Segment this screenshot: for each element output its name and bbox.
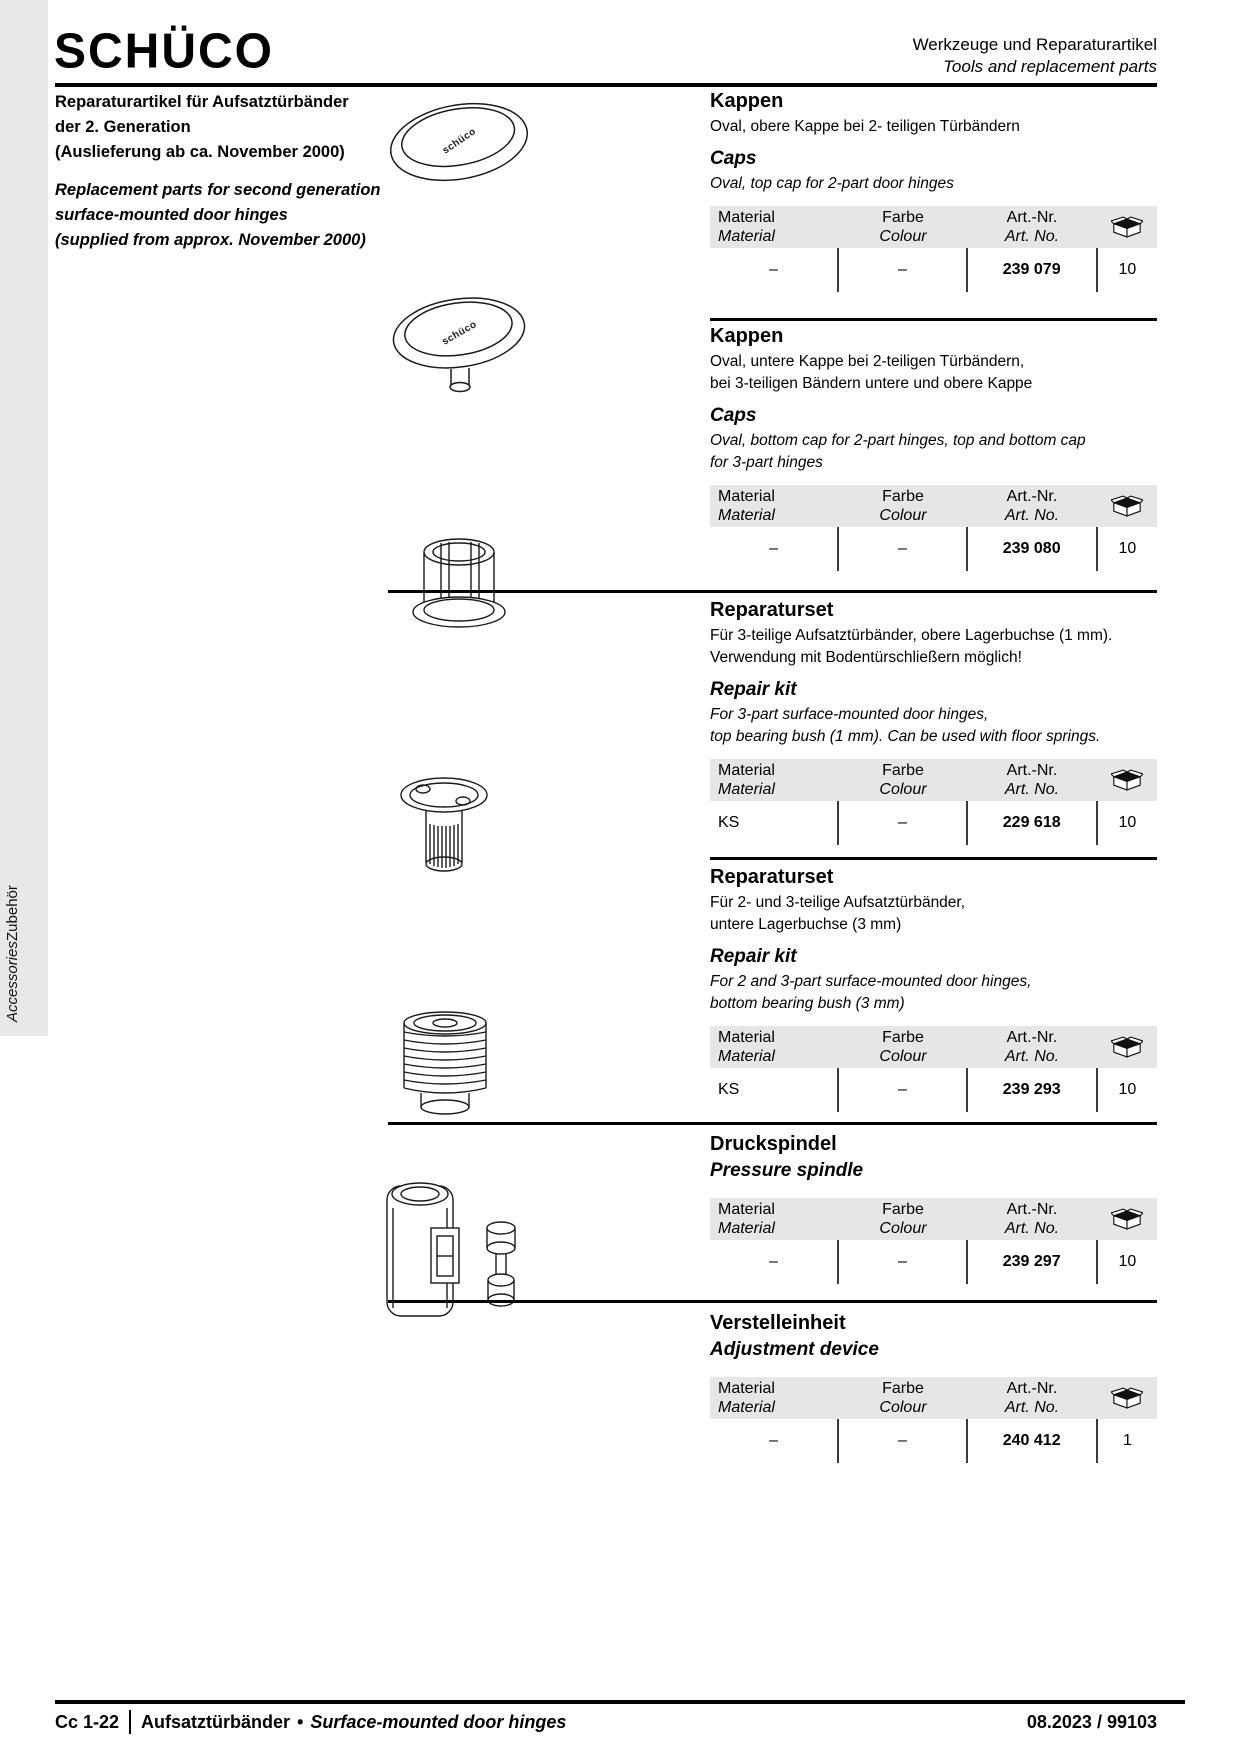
col-material: Material Material: [718, 1201, 775, 1237]
cell-colour: –: [837, 248, 965, 292]
schueco-logo: SCHÜCO: [54, 24, 275, 79]
section-desc-de: Oval, obere Kappe bei 2- teiligen Türbändern: [710, 118, 1020, 135]
top-bearing-bush-drawing: [393, 530, 529, 642]
footer-bullet: •: [297, 1711, 304, 1732]
intro-english: [55, 178, 435, 253]
section-separator: [710, 318, 1157, 321]
footer-date-code: 08.2023 / 99103: [1026, 1712, 1157, 1732]
section-title-en: Caps: [710, 405, 757, 426]
cell-artno: 240 412: [966, 1419, 1096, 1463]
table-row: [710, 527, 1157, 571]
parts-table: [710, 1377, 1157, 1463]
section-desc-en: top bearing bush (1 mm). Can be used with floor springs.: [710, 728, 1101, 745]
packaging-unit-box-icon: [1111, 216, 1143, 239]
packaging-unit-box-icon: [1111, 769, 1143, 792]
cell-material: –: [769, 540, 779, 557]
cell-colour: –: [837, 801, 965, 845]
col-material: Material Material: [718, 488, 775, 524]
cell-colour: –: [837, 527, 965, 571]
col-material: Material Material: [718, 762, 775, 798]
cell-colour: –: [837, 1068, 965, 1112]
svg-text:schüco: schüco: [440, 319, 479, 348]
parts-table-header: [710, 485, 1157, 527]
col-artno: Art.-Nr. Art. No.: [1004, 762, 1060, 798]
section-desc-de: bei 3-teiligen Bändern untere und obere Kappe: [710, 375, 1033, 392]
col-artno: Art.-Nr. Art. No.: [1004, 1380, 1060, 1416]
table-row: [710, 801, 1157, 845]
section-title-de: Reparaturset: [710, 599, 834, 621]
section-title-de: Reparaturset: [710, 866, 834, 888]
packaging-unit-box-icon: [1111, 495, 1143, 518]
cell-artno: 239 297: [966, 1240, 1096, 1284]
col-packaging-unit: [1097, 1387, 1157, 1410]
col-packaging-unit: [1097, 1208, 1157, 1231]
section-caps-bottom: [710, 325, 1180, 571]
cell-material: –: [769, 1432, 779, 1449]
section-desc-de: Oval, untere Kappe bei 2-teiligen Türbändern,: [710, 353, 1025, 370]
cell-material: –: [769, 1253, 779, 1270]
side-tab-label-en: Accessories: [4, 941, 21, 1022]
cell-colour: –: [837, 1240, 965, 1284]
cell-qty: 10: [1096, 1240, 1157, 1284]
section-title-de: Verstelleinheit: [710, 1312, 846, 1334]
parts-table: [710, 1198, 1157, 1284]
section-title-en: Repair kit: [710, 946, 797, 967]
col-colour: Farbe Colour: [879, 1201, 927, 1237]
pressure-spindle-drawing: [381, 1006, 511, 1118]
col-artno: Art.-Nr. Art. No.: [1004, 488, 1060, 524]
parts-table-header: [710, 1026, 1157, 1068]
cell-material: KS: [718, 1081, 740, 1098]
intro-block: [55, 90, 435, 253]
section-title-en: Repair kit: [710, 679, 797, 700]
section-repair-kit-top: [710, 599, 1180, 845]
section-desc-en: For 2 and 3-part surface-mounted door hinges,: [710, 973, 1032, 990]
intro-en-line3: (supplied from approx. November 2000): [55, 231, 366, 249]
packaging-unit-box-icon: [1111, 1036, 1143, 1059]
bottom-bearing-bush-drawing: [381, 768, 507, 888]
packaging-unit-box-icon: [1111, 1387, 1143, 1410]
section-desc-de: Für 2- und 3-teilige Aufsatztürbänder,: [710, 894, 966, 911]
section-separator: [388, 1300, 1157, 1303]
parts-table: [710, 1026, 1157, 1112]
section-pressure-spindle: [710, 1133, 1180, 1284]
section-title-de: Kappen: [710, 90, 784, 112]
packaging-unit-box-icon: [1111, 1208, 1143, 1231]
footer-rule: [55, 1700, 1185, 1704]
cell-qty: 10: [1096, 801, 1157, 845]
table-row: [710, 1419, 1157, 1463]
col-material: Material Material: [718, 209, 775, 245]
section-caps-top: [710, 90, 1180, 292]
section-desc-en: For 3-part surface-mounted door hinges,: [710, 706, 989, 723]
col-colour: Farbe Colour: [879, 488, 927, 524]
intro-de-line3: (Auslieferung ab ca. November 2000): [55, 143, 345, 161]
col-colour: Farbe Colour: [879, 1029, 927, 1065]
col-material: Material Material: [718, 1029, 775, 1065]
section-desc-en: Oval, top cap for 2-part door hinges: [710, 175, 954, 192]
parts-table-header: [710, 206, 1157, 248]
header-title-de: Werkzeuge und Reparaturartikel: [912, 35, 1157, 54]
accessories-side-tab: [0, 0, 48, 1036]
oval-top-cap-drawing: [383, 93, 535, 191]
footer: [55, 1708, 1157, 1736]
parts-table: [710, 485, 1157, 571]
cell-artno: 239 080: [966, 527, 1096, 571]
cell-artno: 239 079: [966, 248, 1096, 292]
col-colour: Farbe Colour: [879, 1380, 927, 1416]
section-desc-en: Oval, bottom cap for 2-part hinges, top and bottom cap: [710, 432, 1086, 449]
svg-text:schüco: schüco: [440, 126, 479, 157]
adjustment-device-drawing: [379, 1168, 544, 1338]
footer-page-code: Cc 1-22: [55, 1711, 120, 1732]
section-separator: [710, 857, 1157, 860]
section-desc-en: bottom bearing bush (3 mm): [710, 995, 905, 1012]
section-separator: [388, 1122, 1157, 1125]
cell-qty: 10: [1096, 527, 1157, 571]
col-packaging-unit: [1097, 769, 1157, 792]
col-material: Material Material: [718, 1380, 775, 1416]
col-packaging-unit: [1097, 216, 1157, 239]
section-title-de: Druckspindel: [710, 1133, 837, 1155]
parts-table-header: [710, 1377, 1157, 1419]
side-tab-label-de: Zubehör: [4, 885, 21, 942]
col-colour: Farbe Colour: [879, 209, 927, 245]
section-adjustment-device: [710, 1312, 1180, 1463]
section-desc-de: Verwendung mit Bodentürschließern möglich!: [710, 649, 1022, 666]
intro-de-line1: Reparaturartikel für Aufsatztürbänder: [55, 93, 349, 111]
cell-colour: –: [837, 1419, 965, 1463]
section-desc-de: Für 3-teilige Aufsatztürbänder, obere Lagerbuchse (1 mm).: [710, 627, 1113, 644]
cell-qty: 10: [1096, 248, 1157, 292]
cell-artno: 239 293: [966, 1068, 1096, 1112]
footer-divider: [129, 1710, 131, 1734]
section-desc-de: untere Lagerbuchse (3 mm): [710, 916, 902, 933]
col-artno: Art.-Nr. Art. No.: [1004, 209, 1060, 245]
section-title-en: Adjustment device: [710, 1339, 879, 1360]
cell-artno: 229 618: [966, 801, 1096, 845]
intro-de-line2: der 2. Generation: [55, 118, 191, 136]
intro-en-line2: surface-mounted door hinges: [55, 206, 288, 224]
parts-table: [710, 206, 1157, 292]
section-title-de: Kappen: [710, 325, 784, 347]
section-title-en: Caps: [710, 148, 757, 169]
table-row: [710, 1068, 1157, 1112]
col-artno: Art.-Nr. Art. No.: [1004, 1201, 1060, 1237]
col-packaging-unit: [1097, 1036, 1157, 1059]
header-title-en: Tools and replacement parts: [943, 57, 1157, 76]
col-colour: Farbe Colour: [879, 762, 927, 798]
table-row: [710, 248, 1157, 292]
section-separator: [388, 590, 1157, 593]
col-packaging-unit: [1097, 495, 1157, 518]
cell-material: KS: [718, 814, 740, 831]
header-rule: [55, 83, 1157, 87]
cell-material: –: [769, 261, 779, 278]
parts-table: [710, 759, 1157, 845]
section-repair-kit-bottom: [710, 866, 1180, 1112]
intro-en-line1: Replacement parts for second generation: [55, 181, 381, 199]
cell-qty: 1: [1096, 1419, 1157, 1463]
cell-qty: 10: [1096, 1068, 1157, 1112]
footer-title-en: Surface-mounted door hinges: [310, 1711, 567, 1732]
table-row: [710, 1240, 1157, 1284]
intro-german: [55, 90, 435, 165]
side-tab-label: [3, 885, 23, 1022]
col-artno: Art.-Nr. Art. No.: [1004, 1029, 1060, 1065]
footer-title-de: Aufsatztürbänder: [141, 1711, 291, 1732]
oval-bottom-cap-drawing: [383, 291, 535, 401]
section-title-en: Pressure spindle: [710, 1160, 864, 1181]
parts-table-header: [710, 759, 1157, 801]
parts-table-header: [710, 1198, 1157, 1240]
section-desc-en: for 3-part hinges: [710, 454, 823, 471]
page-header: [913, 34, 1157, 78]
